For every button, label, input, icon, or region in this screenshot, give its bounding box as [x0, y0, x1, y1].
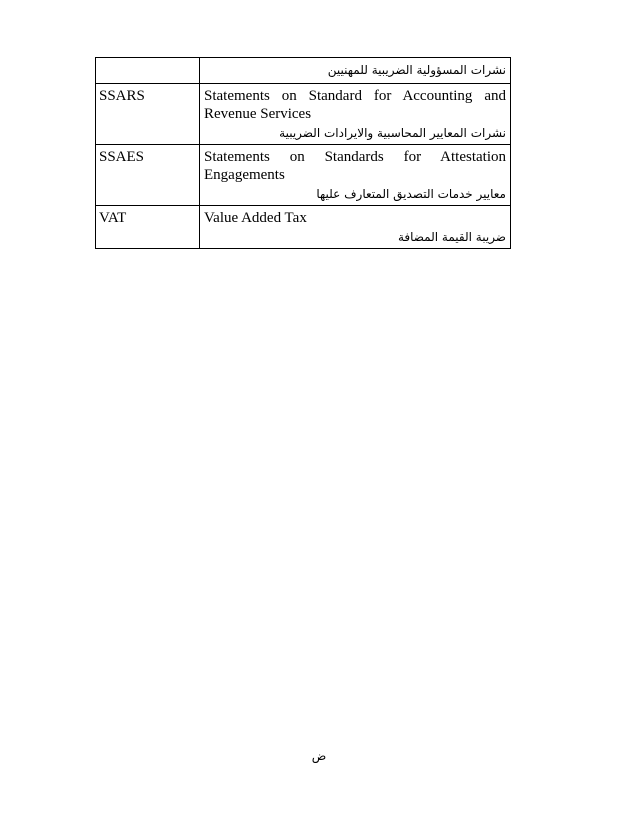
english-definition: Statements on Standard for Accounting and Revenue Services	[204, 88, 506, 122]
english-definition: Statements on Standards for Attestation Engagements	[204, 149, 506, 183]
definition-cell	[200, 84, 511, 145]
abbreviation-cell	[96, 58, 200, 84]
definition-cell	[200, 206, 511, 249]
glossary-table	[95, 57, 511, 249]
arabic-definition: معايير خدمات التصديق المتعارف عليها	[316, 187, 506, 201]
arabic-definition: ضريبة القيمة المضافة	[397, 230, 506, 244]
abbreviation-text	[96, 58, 199, 61]
english-definition: Value Added Tax	[204, 210, 307, 226]
abbreviation-cell	[96, 84, 200, 145]
abbreviation-text: SSAES	[99, 149, 145, 165]
abbreviation-text: VAT	[99, 210, 127, 226]
definition-cell	[200, 58, 511, 84]
arabic-definition: نشرات المسؤولية الضريبية للمهنيين	[327, 63, 506, 77]
page-number: ض	[311, 749, 327, 763]
abbreviation-cell	[96, 145, 200, 206]
abbreviation-cell	[96, 206, 200, 249]
abbreviation-text: SSARS	[99, 88, 145, 104]
table-row	[96, 84, 511, 145]
definition-cell	[200, 145, 511, 206]
table-row	[96, 58, 511, 84]
table-row	[96, 206, 511, 249]
table-row	[96, 145, 511, 206]
arabic-definition: نشرات المعايير المحاسبية والايرادات الضريبية	[279, 126, 506, 140]
